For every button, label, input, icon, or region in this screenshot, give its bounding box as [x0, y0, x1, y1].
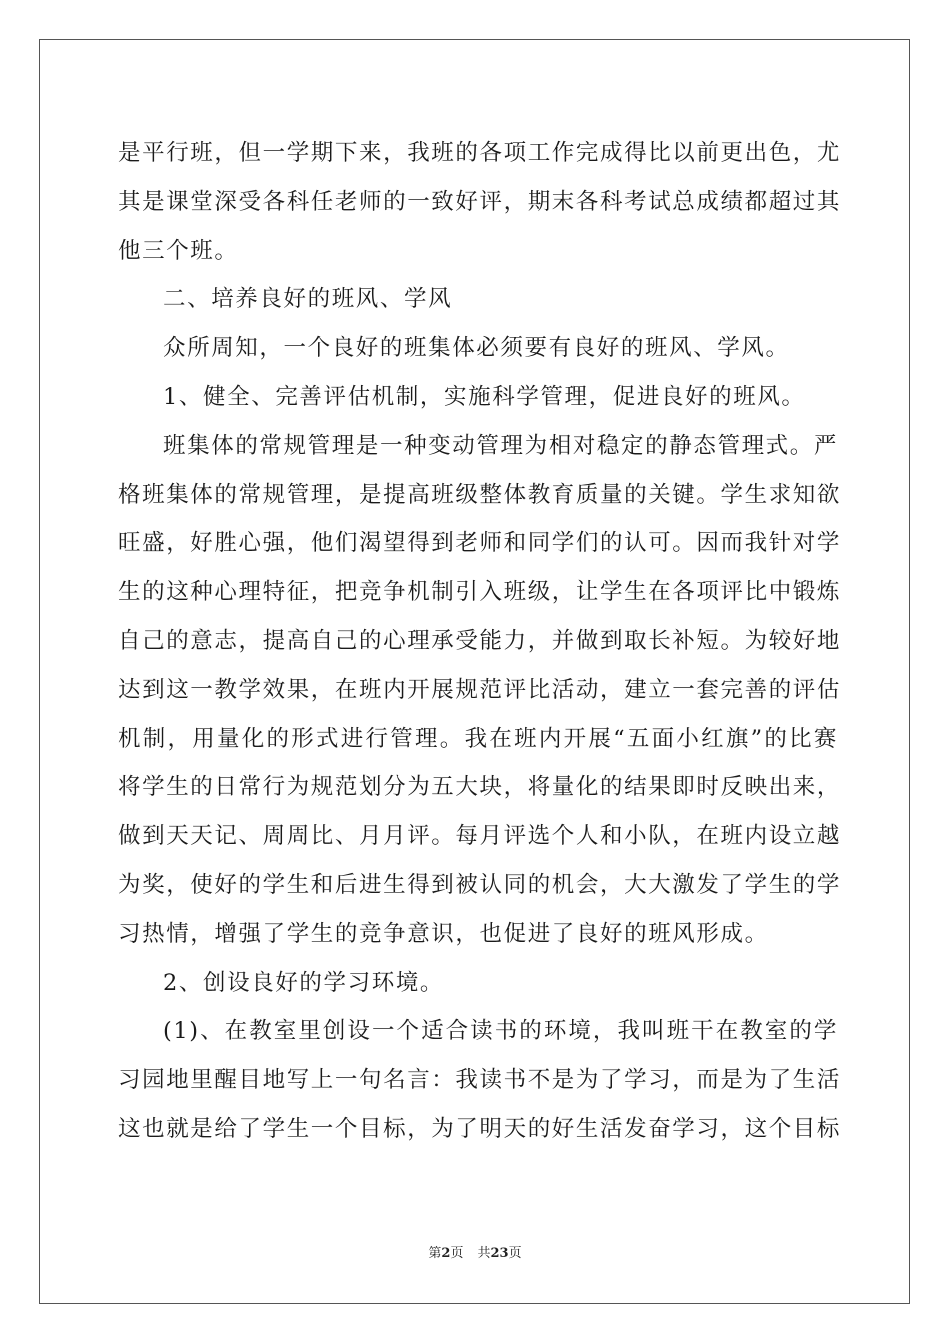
- paragraph-line: 习园地里醒目地写上一句名言：我读书不是为了学习，而是为了生活: [118, 1067, 842, 1094]
- page-unit: 页: [450, 1246, 464, 1261]
- paragraph-line: 生的这种心理特征，把竞争机制引入班级，让学生在各项评比中锻炼: [118, 579, 842, 606]
- paragraph-line: 将学生的日常行为规范划分为五大块，将量化的结果即时反映出来，: [118, 774, 842, 801]
- total-unit: 页: [508, 1246, 522, 1261]
- paragraph-line: 达到这一教学效果，在班内开展规范评比活动，建立一套完善的评估: [118, 676, 842, 703]
- paragraph-line: 他三个班。: [118, 237, 239, 264]
- subsection-heading: 1、健全、完善评估机制，实施科学管理，促进良好的班风。: [163, 383, 806, 410]
- paragraph-line: 其是课堂深受各科任老师的一致好评，期末各科考试总成绩都超过其: [118, 188, 842, 215]
- section-heading: 二、培养良好的班风、学风: [163, 286, 453, 313]
- total-prefix: 共: [477, 1246, 491, 1261]
- total-pages: 23: [490, 1246, 509, 1261]
- paragraph-line: 班集体的常规管理是一种变动管理为相对稳定的静态管理式。严: [163, 432, 838, 459]
- paragraph-line: 为奖，使好的学生和后进生得到被认同的机会，大大激发了学生的学: [118, 871, 842, 898]
- paragraph-line: 是平行班，但一学期下来，我班的各项工作完成得比以前更出色，尤: [118, 140, 842, 166]
- paragraph-line: 格班集体的常规管理，是提高班级整体教育质量的关键。学生求知欲: [118, 481, 842, 508]
- paragraph-line: 自己的意志，提高自己的心理承受能力，并做到取长补短。为较好地: [118, 627, 842, 654]
- document-body: [118, 129, 842, 1154]
- paragraph-line: 这也就是给了学生一个目标，为了明天的好生活发奋学习，这个目标: [118, 1115, 842, 1142]
- page-number: 2: [441, 1246, 451, 1261]
- paragraph-line: 旺盛，好胜心强，他们渴望得到老师和同学们的认可。因而我针对学: [118, 530, 842, 557]
- paragraph-line: 做到天天记、周周比、月月评。每月评选个人和小队，在班内设立越: [118, 823, 842, 850]
- subsection-heading: 2、创设良好的学习环境。: [163, 969, 445, 996]
- page-prefix: 第: [428, 1246, 442, 1261]
- paragraph-line: 众所周知，一个良好的班集体必须要有良好的班风、学风。: [163, 335, 790, 362]
- paragraph-line: 机制，用量化的形式进行管理。我在班内开展“五面小红旗”的比赛: [118, 725, 838, 752]
- page-footer: [0, 1245, 950, 1263]
- paragraph-line: 习热情，增强了学生的竞争意识，也促进了良好的班风形成。: [118, 920, 769, 947]
- paragraph-line: (1)、在教室里创设一个适合读书的环境，我叫班干在教室的学: [163, 1018, 838, 1045]
